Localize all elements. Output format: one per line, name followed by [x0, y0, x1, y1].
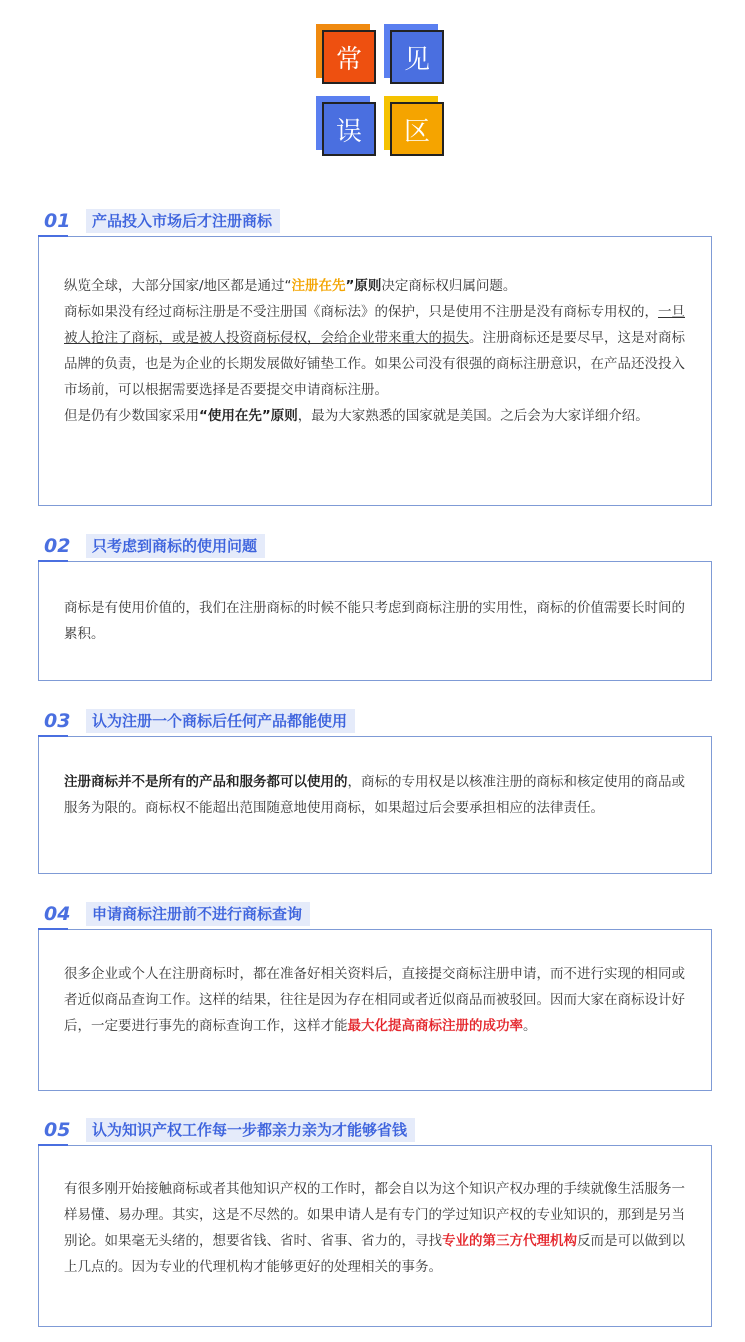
title-tile-4: [390, 102, 444, 156]
bold-text: 注册商标并不是所有的产品和服务都可以使用的: [64, 774, 348, 790]
title-tile-3: [322, 102, 376, 156]
tile-char: 误: [322, 102, 376, 156]
text-run: 有很多刚开始接触商标或者其他知识产权的工作时，都会自以为这个知识产权办理的手续就像生活服务一样易懂、易办理。其实，这是不尽然的。如果申请人是有专门的学过知识产权的专业知识的，那到是另当别论。如果毫无头绪的，想要省钱、省时、省事、省力的，寻找: [64, 1181, 685, 1249]
paragraph: [64, 403, 685, 429]
highlight-text: 注册在先: [291, 278, 346, 294]
text-run: 。: [523, 1018, 537, 1034]
text-run: ”: [345, 278, 355, 294]
text-run: 商标如果没有经过商标注册是不受注册国《商标法》的保护，只是使用不注册是没有商标专用权的，: [64, 304, 658, 320]
section-body: [38, 561, 712, 681]
section-body: [38, 929, 712, 1091]
underlined-text: 一旦被人抢注了商标，或是被人投资商标侵权，会给企业带来重大的损失: [64, 304, 685, 346]
highlight-text: 专业的第三方代理机构: [442, 1233, 577, 1249]
section-body: [38, 1145, 712, 1327]
section-text: [64, 595, 685, 647]
paragraph: [64, 1176, 685, 1280]
text-run: ，最为大家熟悉的国家就是美国。之后会为大家详细介绍。: [297, 408, 649, 424]
section-body: [38, 736, 712, 874]
section-text: [64, 961, 685, 1039]
bold-text: 原则: [354, 278, 382, 294]
section-title: 申请商标注册前不进行商标查询: [86, 902, 310, 926]
paragraph: [64, 299, 685, 403]
section-header: [38, 1117, 415, 1143]
section-number: 05: [38, 1119, 86, 1141]
section-number: 03: [38, 710, 86, 732]
section-text: [64, 769, 685, 821]
section-text: [64, 1176, 685, 1280]
section-title: 产品投入市场后才注册商标: [86, 209, 280, 233]
text-run: 。注册商标还是要尽早，这是对商标品牌的负责，也是为企业的长期发展做好铺垫工作。如果公司没有很强的商标注册意识，在产品还没投入市场前，可以根据需要选择是否要提交申请商标注册。: [64, 330, 685, 398]
text-run: 决定商标权归属问题。: [381, 278, 517, 294]
highlight-text: 最大化提高商标注册的成功率: [347, 1018, 523, 1034]
section-body: [38, 236, 712, 506]
section-title: 认为注册一个商标后任何产品都能使用: [86, 709, 355, 733]
tile-char: 见: [390, 30, 444, 84]
text-run: 但是仍有少数国家采用: [64, 408, 199, 424]
section-number: 02: [38, 535, 86, 557]
title-tile-1: [322, 30, 376, 84]
tile-char: 常: [322, 30, 376, 84]
text-run: 反而是可以做到以上几点的。因为专业的代理机构才能够更好的处理相关的事务。: [64, 1233, 685, 1275]
tile-char: 区: [390, 102, 444, 156]
paragraph: [64, 961, 685, 1039]
section-title: 认为知识产权工作每一步都亲力亲为才能够省钱: [86, 1118, 415, 1142]
section-number: 01: [38, 210, 86, 232]
text-run: 很多企业或个人在注册商标时，都在准备好相关资料后，直接提交商标注册申请，而不进行实现的相同或者近似商品查询工作。这样的结果，往往是因为存在相同或者近似商品而被驳回。因而大家在商标设计好后，一定要进行事先的商标查询工作，这样才能: [64, 966, 685, 1034]
text-run: ，商标的专用权是以核准注册的商标和核定使用的商品或服务为限的。商标权不能超出范围随意地使用商标，如果超过后会要承担相应的法律责任。: [64, 774, 685, 816]
bold-text: “使用在先”原则: [199, 408, 298, 424]
section-title: 只考虑到商标的使用问题: [86, 534, 265, 558]
section-header: [38, 901, 310, 927]
section-number: 04: [38, 903, 86, 925]
paragraph: 商标是有使用价值的，我们在注册商标的时候不能只考虑到商标注册的实用性，商标的价值需要长时间的累积。: [64, 600, 685, 642]
section-header: [38, 533, 265, 559]
title-tile-2: [390, 30, 444, 84]
paragraph: [64, 273, 685, 299]
paragraph: [64, 769, 685, 821]
section-header: [38, 708, 355, 734]
section-header: [38, 208, 280, 234]
text-run: 纵览全球，大部分国家/地区都是通过“: [64, 278, 292, 294]
section-text: [64, 273, 685, 429]
